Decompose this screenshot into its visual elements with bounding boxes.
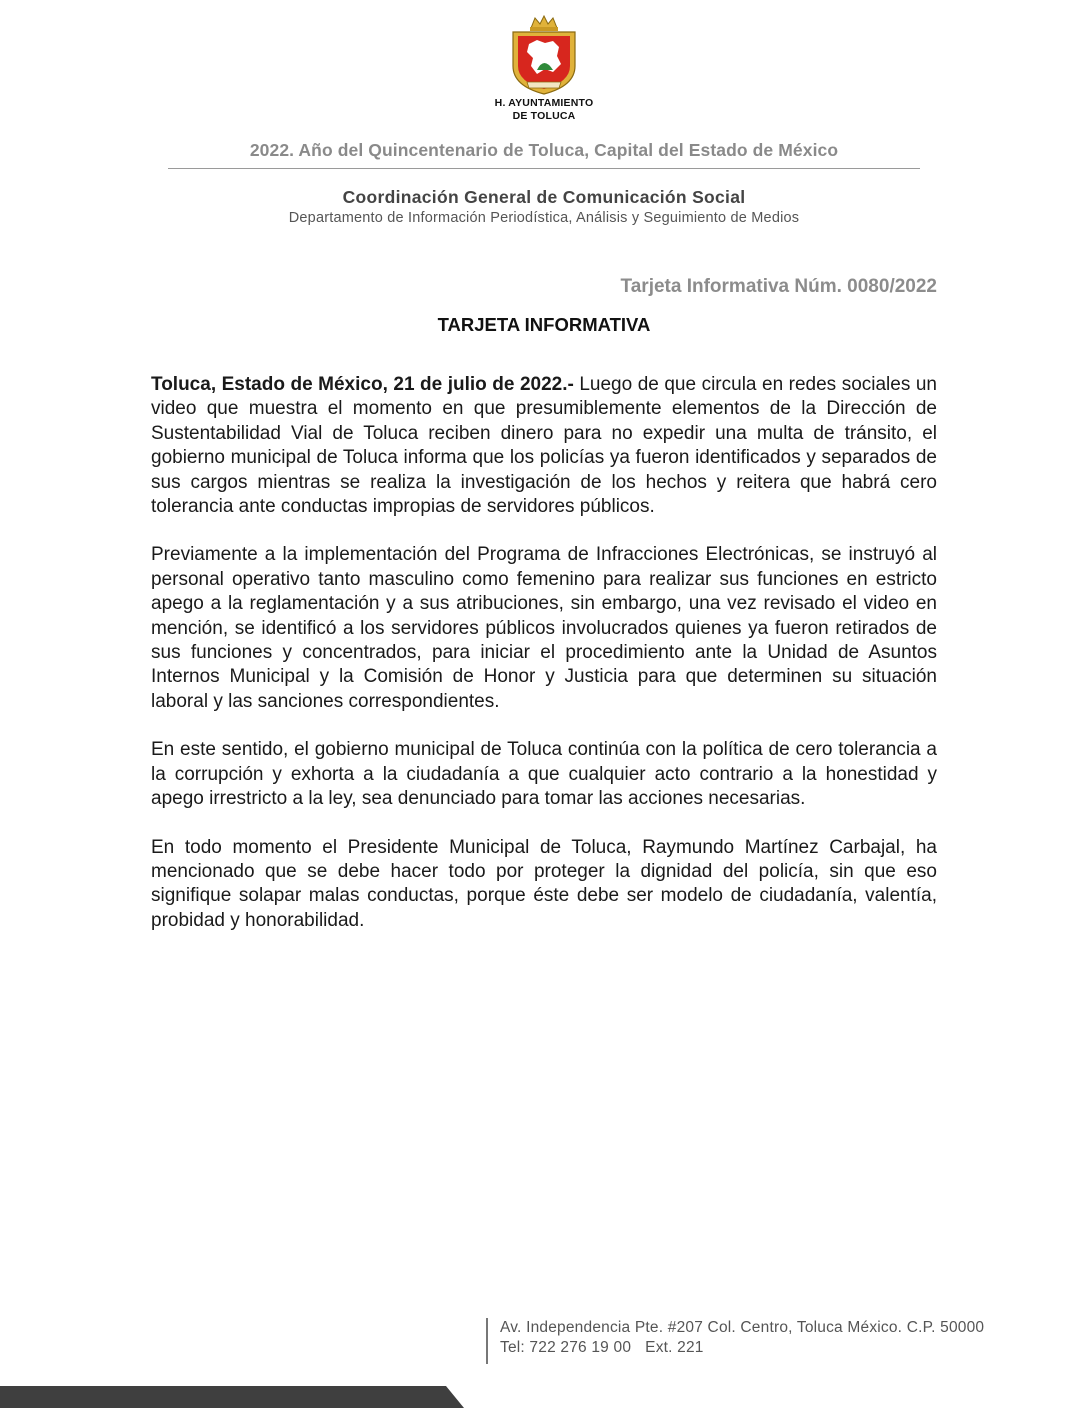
footer-extension: Ext. 221 [645, 1339, 704, 1356]
header-divider [168, 168, 920, 169]
logo-text-line1: H. AYUNTAMIENTO [494, 97, 594, 109]
footer-phone-line [500, 1338, 984, 1358]
toluca-coat-of-arms-icon [507, 14, 581, 96]
footer-contact [486, 1318, 984, 1364]
footer-decorative-bar [0, 1386, 464, 1408]
municipal-logo [484, 14, 604, 122]
logo-text-line2: DE TOLUCA [512, 110, 576, 122]
document-body [151, 373, 937, 957]
paragraph-1 [151, 373, 937, 519]
card-number: Tarjeta Informativa Núm. 0080/2022 [620, 276, 937, 297]
document-title: TARJETA INFORMATIVA [437, 314, 651, 335]
paragraph-3: En este sentido, el gobierno municipal de Toluca continúa con la política de cero tolerancia a la corrupción y exhorta a la ciudadanía a que cualquier acto contrario a la honestidad y apego irrestricto a la ley, sea denunciado para tomar las acciones necesarias. [151, 739, 937, 810]
footer-address: Av. Independencia Pte. #207 Col. Centro, Toluca México. C.P. 50000 [500, 1319, 985, 1336]
paragraph-1-text: Luego de que circula en redes sociales un video que muestra el momento en que presumiblemente elementos de la Dirección de Sustentabilidad Vial de Toluca reciben dinero para no expedir una multa de tránsito, el gobierno municipal de Toluca informa que los policías ya fueron identificados y separados de sus cargos mientras se realiza la investigación de los hechos y reitera que habrá cero tolerancia ante conductas impropias de servidores públicos. [151, 374, 937, 518]
year-motto: 2022. Año del Quincentenario de Toluca, Capital del Estado de México [249, 140, 839, 160]
footer-phone: Tel: 722 276 19 00 [500, 1339, 632, 1356]
dateline: Toluca, Estado de México, 21 de julio de 2022.- [151, 374, 574, 395]
paragraph-2: Previamente a la implementación del Programa de Infracciones Electrónicas, se instruyó al personal operativo tanto masculino como femenino para realizar sus funciones en estricto apego a la reglamentación y a sus atribuciones, sin embargo, una vez revisado el video en mención, se identificó a los servidores públicos involucrados quienes ya fueron retirados de sus funciones y concentrados, para iniciar el procedimiento ante la Unidad de Asuntos Internos Municipal y la Comisión de Honor y Justicia para que determinen su situación laboral y las sanciones correspondientes. [151, 544, 937, 712]
paragraph-4: En todo momento el Presidente Municipal de Toluca, Raymundo Martínez Carbajal, ha mencionado que se debe hacer todo por proteger la dignidad del policía, sin que eso signifique solapar malas conductas, porque éste debe ser modelo de ciudadanía, valentía, probidad y honorabilidad. [151, 836, 937, 931]
coordination-name: Coordinación General de Comunicación Social [342, 187, 746, 207]
department-name: Departamento de Información Periodística, Análisis y Seguimiento de Medios [288, 210, 800, 226]
